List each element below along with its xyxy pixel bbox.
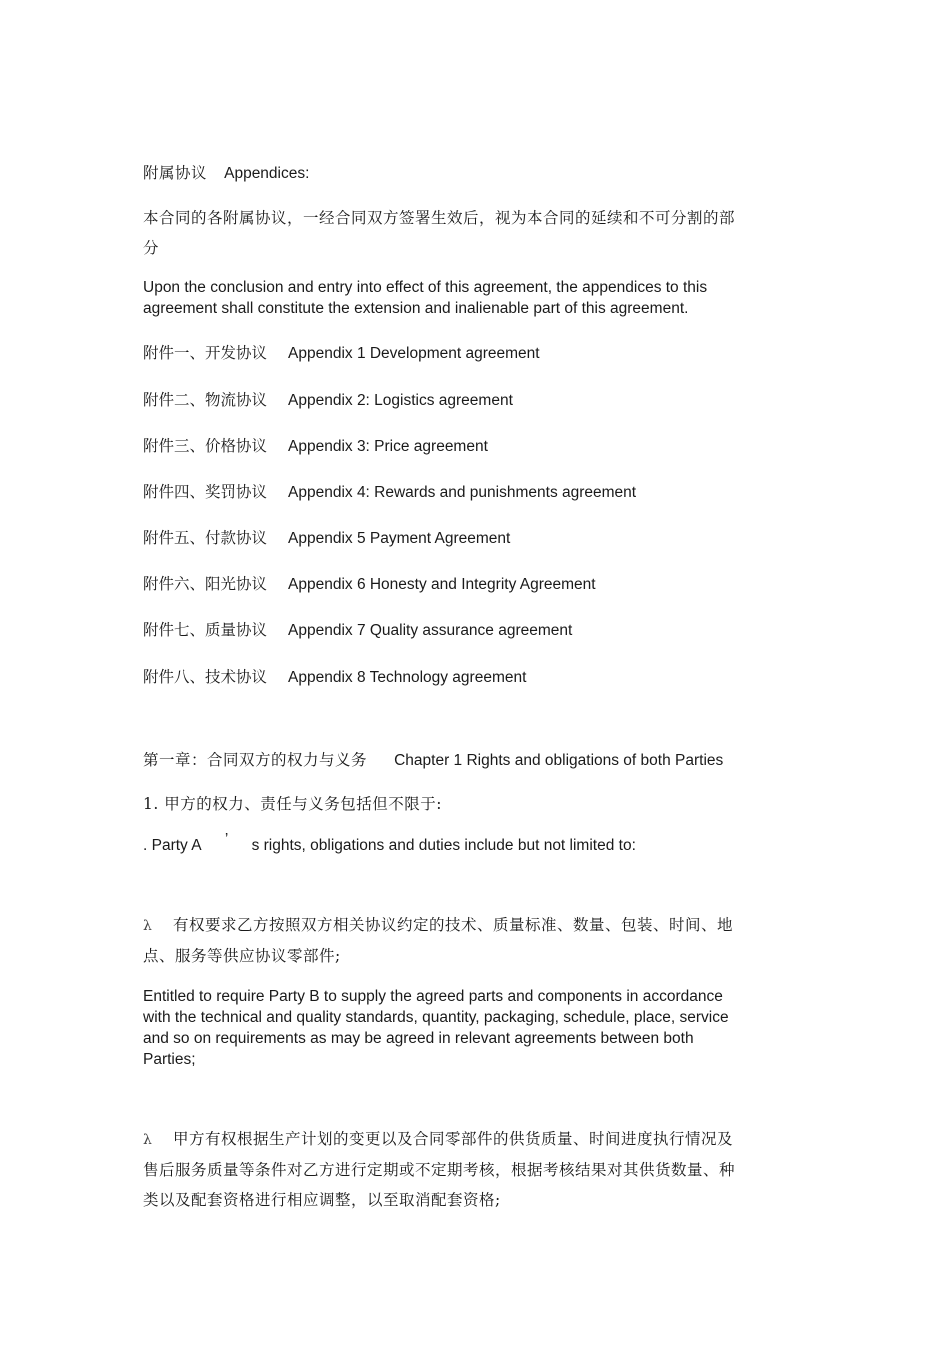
- appendix-item-en: Appendix 3: Price agreement: [288, 438, 488, 455]
- chapter1-item1-zh: 1. 甲方的权力、责任与义务包括但不限于:: [143, 795, 442, 813]
- chapter1-item1-en: [143, 831, 636, 856]
- appendix-item-en: Appendix 8 Technology agreement: [288, 669, 527, 686]
- clause1-en: Entitled to require Party B to supply the agreed parts and components in accordance with the technical and quality standards, quantity, packaging, schedule, place, service and so on requirements as may be agreed in relevant agreements between both Parties;: [143, 988, 729, 1068]
- party-a-rights-text: s rights, obligations and duties include but not limited to:: [251, 837, 636, 854]
- appendices-heading: [143, 161, 309, 184]
- party-a-label: . Party A: [143, 837, 202, 854]
- appendix-item-zh: 附件三、价格协议: [143, 437, 268, 455]
- appendix-item: [143, 480, 636, 502]
- appendix-item-en: Appendix 5 Payment Agreement: [288, 530, 511, 547]
- appendix-item: [143, 388, 513, 410]
- appendix-item-en: Appendix 4: Rewards and punishments agreement: [288, 484, 637, 501]
- appendix-item-en: Appendix 2: Logistics agreement: [288, 392, 513, 409]
- appendix-item-zh: 附件一、开发协议: [143, 344, 268, 362]
- appendix-item-en: Appendix 6 Honesty and Integrity Agreement: [288, 576, 596, 593]
- appendix-item: [143, 434, 488, 456]
- appendix-item-zh: 附件六、阳光协议: [143, 575, 268, 593]
- appendix-item: [143, 618, 572, 640]
- appendix-item-en: Appendix 1 Development agreement: [288, 345, 540, 362]
- clause1-zh-text: 有权要求乙方按照双方相关协议约定的技术、质量标准、数量、包装、时间、地点、服务等供应协议零部件;: [143, 916, 734, 965]
- lambda-bullet-icon: λ: [143, 1132, 153, 1148]
- appendix-item-zh: 附件四、奖罚协议: [143, 483, 268, 501]
- appendix-item: [143, 572, 596, 594]
- appendices-intro-zh: 本合同的各附属协议，一经合同双方签署生效后，视为本合同的延续和不可分割的部分: [143, 209, 736, 257]
- appendix-item-en: Appendix 7 Quality assurance agreement: [288, 622, 573, 639]
- appendices-intro-en: Upon the conclusion and entry into effect of this agreement, the appendices to this agreement shall constitute the extension and inalienable part of this agreement.: [143, 279, 708, 317]
- appendix-item: [143, 665, 526, 687]
- appendix-item-zh: 附件八、技术协议: [143, 668, 268, 686]
- clause2-zh: [143, 1124, 739, 1215]
- appendix-item-zh: 附件七、质量协议: [143, 621, 268, 639]
- clause1-zh: [143, 910, 739, 971]
- appendices-heading-zh: 附属协议: [143, 164, 208, 182]
- appendix-item-zh: 附件二、物流协议: [143, 391, 268, 409]
- appendix-item: [143, 341, 540, 363]
- chapter1-title-zh: 第一章：合同双方的权力与义务: [143, 751, 368, 769]
- apostrophe: ’: [224, 831, 229, 848]
- lambda-bullet-icon: λ: [143, 918, 153, 934]
- appendices-heading-en: Appendices:: [224, 165, 310, 182]
- chapter1-title: [143, 748, 723, 771]
- chapter1-title-en: Chapter 1 Rights and obligations of both Parties: [394, 752, 724, 769]
- appendix-item: [143, 526, 510, 548]
- appendix-item-zh: 附件五、付款协议: [143, 529, 268, 547]
- clause2-zh-text: 甲方有权根据生产计划的变更以及合同零部件的供货质量、时间进度执行情况及售后服务质量等条件对乙方进行定期或不定期考核，根据考核结果对其供货数量、种类以及配套资格进行相应调整，以至取消配套资格;: [143, 1130, 736, 1209]
